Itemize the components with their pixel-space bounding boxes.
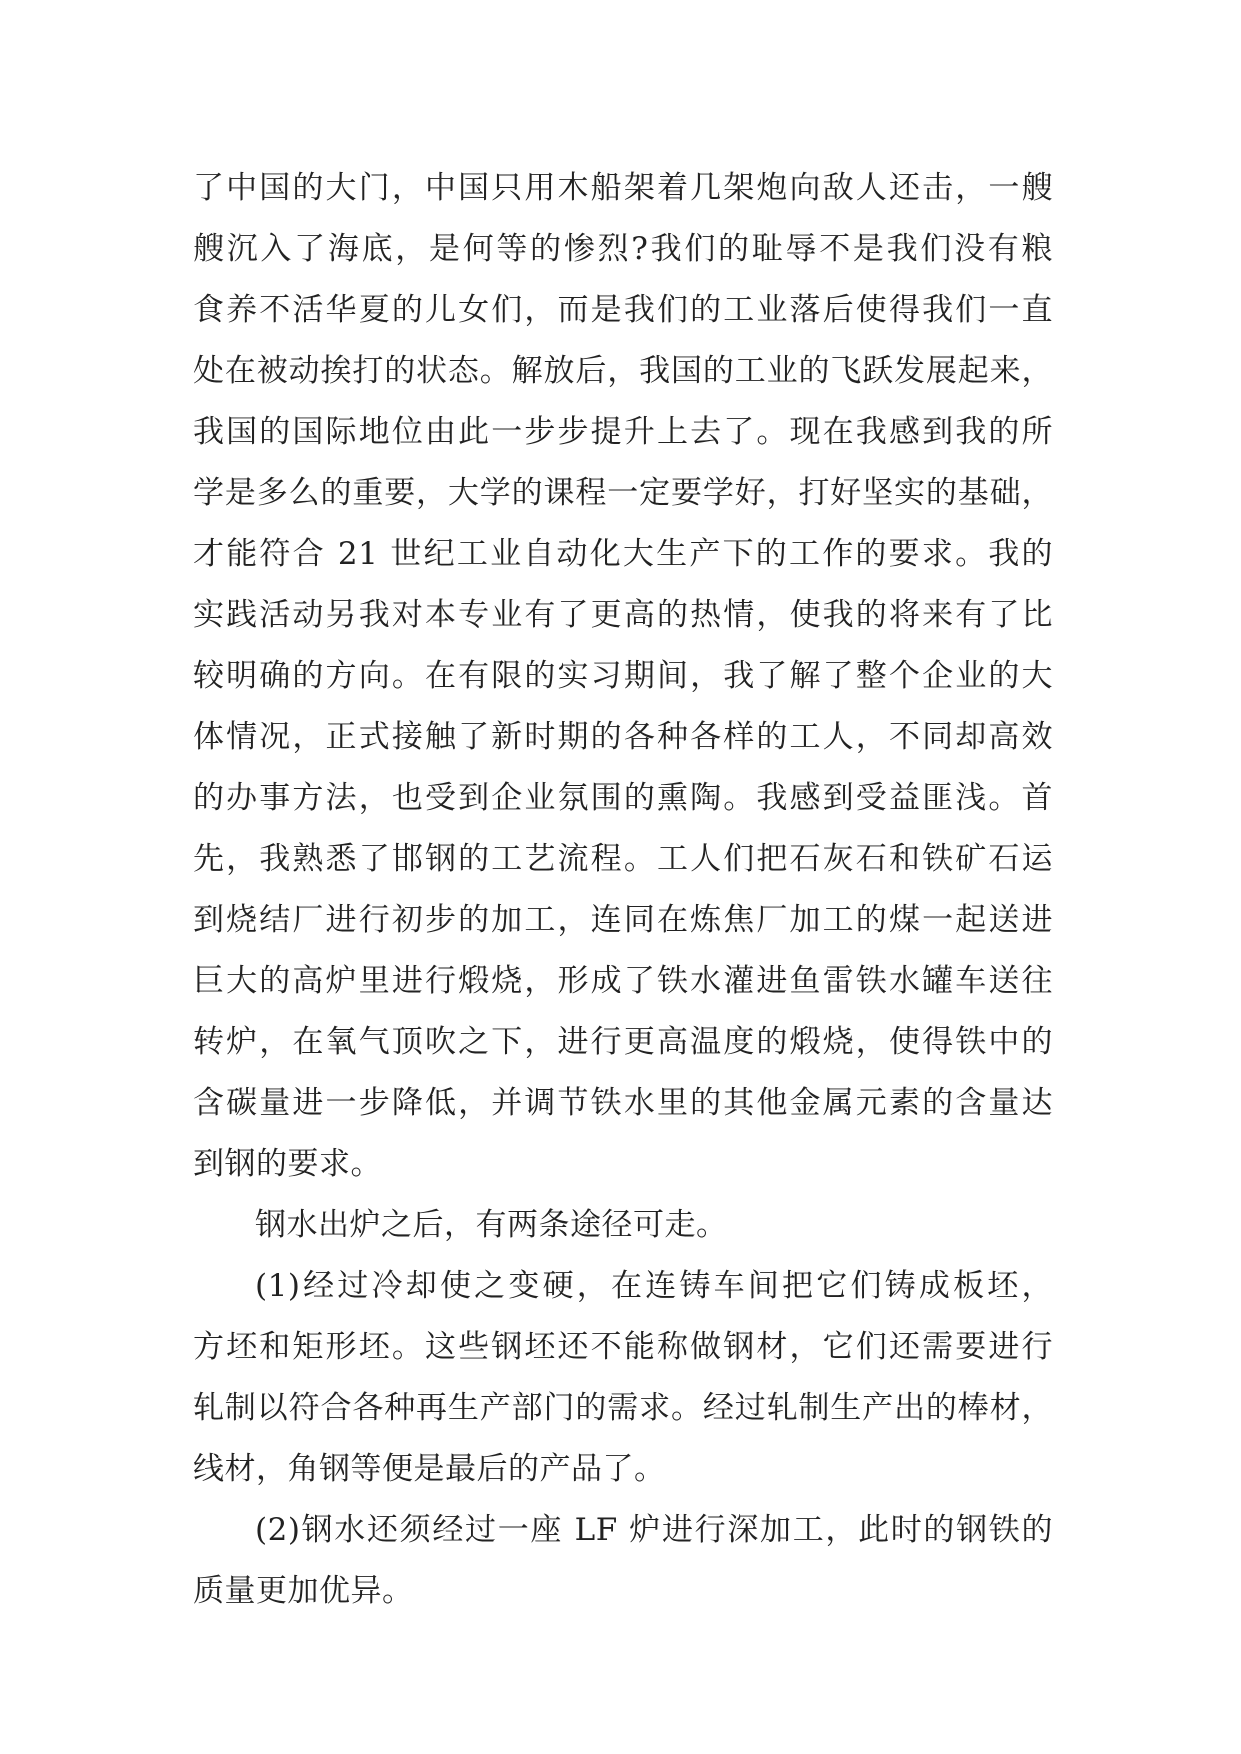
text-line: 的办事方法，也受到企业氛围的熏陶。我感到受益匪浅。首 xyxy=(193,780,1053,816)
text-line: 含碳量进一步降低，并调节铁水里的其他金属元素的含量达 xyxy=(193,1085,1053,1121)
text-line: 巨大的高炉里进行煅烧，形成了铁水灌进鱼雷铁水罐车送往 xyxy=(193,963,1053,999)
text-line: 食养不活华夏的儿女们，而是我们的工业落后使得我们一直 xyxy=(193,292,1053,328)
text-line: 我国的国际地位由此一步步提升上去了。现在我感到我的所 xyxy=(193,414,1053,450)
text-line: 轧制以符合各种再生产部门的需求。经过轧制生产出的棒材， xyxy=(193,1390,1053,1426)
text-line: 较明确的方向。在有限的实习期间，我了解了整个企业的大 xyxy=(193,658,1053,694)
paragraph-first-line: 钢水出炉之后，有两条途径可走。 xyxy=(255,1207,728,1243)
text-line: 了中国的大门，中国只用木船架着几架炮向敌人还击，一艘 xyxy=(193,170,1053,206)
text-line: 艘沉入了海底，是何等的惨烈?我们的耻辱不是我们没有粮 xyxy=(193,231,1053,267)
text-line: 转炉，在氧气顶吹之下，进行更高温度的煅烧，使得铁中的 xyxy=(193,1024,1053,1060)
text-line: 学是多么的重要，大学的课程一定要学好，打好坚实的基础， xyxy=(193,475,1053,511)
text-line: 到钢的要求。 xyxy=(193,1146,382,1182)
body-text xyxy=(193,158,1053,1622)
text-line: 体情况，正式接触了新时期的各种各样的工人，不同却高效 xyxy=(193,719,1053,755)
text-line: 线材，角钢等便是最后的产品了。 xyxy=(193,1451,666,1487)
text-line: 才能符合 21 世纪工业自动化大生产下的工作的要求。我的 xyxy=(193,536,1053,572)
text-line: 实践活动另我对本专业有了更高的热情，使我的将来有了比 xyxy=(193,597,1053,633)
text-line: 方坯和矩形坯。这些钢坯还不能称做钢材，它们还需要进行 xyxy=(193,1329,1053,1365)
text-line: 先，我熟悉了邯钢的工艺流程。工人们把石灰石和铁矿石运 xyxy=(193,841,1053,877)
text-line: 到烧结厂进行初步的加工，连同在炼焦厂加工的煤一起送进 xyxy=(193,902,1053,938)
paragraph-first-line: (2)钢水还须经过一座 LF 炉进行深加工，此时的钢铁的 xyxy=(255,1512,1053,1548)
text-line: 质量更加优异。 xyxy=(193,1573,414,1609)
paragraph-first-line: (1)经过冷却使之变硬，在连铸车间把它们铸成板坯， xyxy=(255,1268,1053,1304)
text-line: 处在被动挨打的状态。解放后，我国的工业的飞跃发展起来， xyxy=(193,353,1053,389)
